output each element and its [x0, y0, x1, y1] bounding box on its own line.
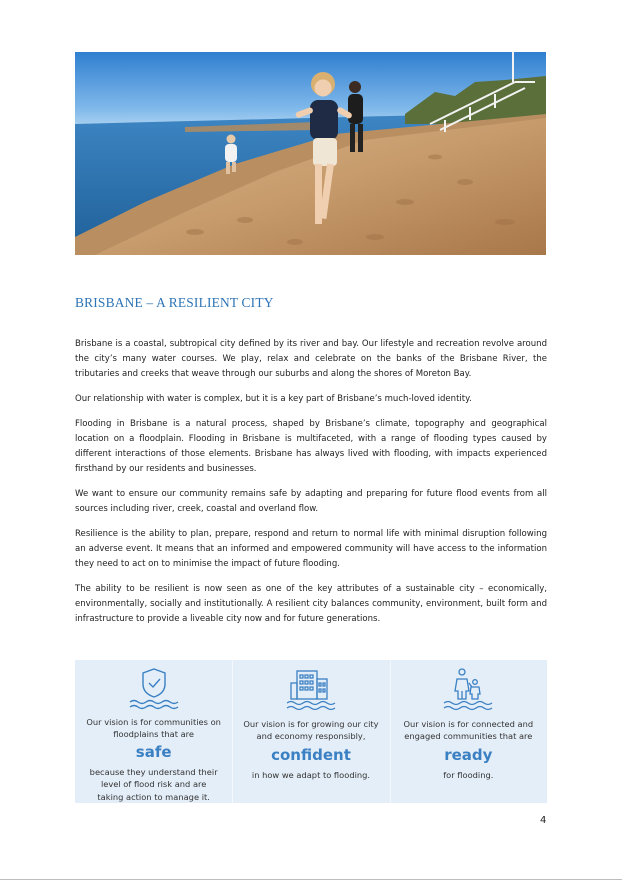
paragraph: We want to ensure our community remains safe by adapting and preparing for future flood events from all sources including river, creek, coastal and overland flow.	[75, 489, 547, 514]
vision-keyword: confident	[271, 746, 351, 764]
vision-lead: Our vision is for connected and engaged communities that are	[403, 719, 534, 742]
hero-photo	[75, 52, 546, 255]
vision-tail: for flooding.	[443, 770, 494, 780]
paragraph: Flooding in Brisbane is a natural process, shaped by Brisbane’s climate, topography and geographical location on a floodplain. Flooding in Brisbane is multifaceted, with a range of flooding types caused by different interactions of those elements. Brisbane has always lived with flooding, with impacts experienced firsthand by our residents and businesses.	[75, 419, 547, 474]
section-heading: BRISBANE – A RESILIENT CITY	[75, 295, 274, 310]
vision-lead: Our vision is for communities on floodplains that are	[86, 717, 221, 740]
vision-tail: because they understand their level of flood risk and are taking action to manage it.	[89, 767, 218, 802]
vision-ready	[390, 660, 547, 803]
page-number: 4	[540, 815, 547, 826]
family-waves-icon	[440, 666, 496, 712]
vision-panel	[75, 660, 547, 803]
paragraph: Resilience is the ability to plan, prepare, respond and return to normal life with minimal disruption following an adverse event. It means that an informed and empowered community will have access to the information they need to act on to minimise the impact of future flooding.	[75, 529, 547, 569]
vision-keyword: safe	[135, 743, 172, 762]
vision-keyword: ready	[444, 746, 493, 764]
city-building-waves-icon	[283, 666, 339, 712]
body-text	[75, 337, 547, 637]
paragraph: Our relationship with water is complex, but it is a key part of Brisbane’s much-loved identity.	[75, 393, 472, 404]
vision-safe	[75, 660, 232, 803]
paragraph: Brisbane is a coastal, subtropical city defined by its river and bay. Our lifestyle and recreation revolve around the city’s many water courses. We play, relax and celebrate on the banks of the Brisbane River, the tributaries and creeks that weave through our suburbs and along the shores of Moreton Bay.	[75, 339, 547, 379]
paragraph: The ability to be resilient is now seen as one of the key attributes of a sustainable city – economically, environmentally, socially and institutionally. A resilient city balances community, environment, built form and infrastructure to provide a liveable city now and for future generations.	[75, 584, 547, 624]
shield-waves-icon	[126, 666, 182, 710]
vision-tail: in how we adapt to flooding.	[251, 770, 371, 780]
vision-lead: Our vision is for growing our city and economy responsibly,	[243, 719, 379, 742]
vision-confident	[232, 660, 389, 803]
